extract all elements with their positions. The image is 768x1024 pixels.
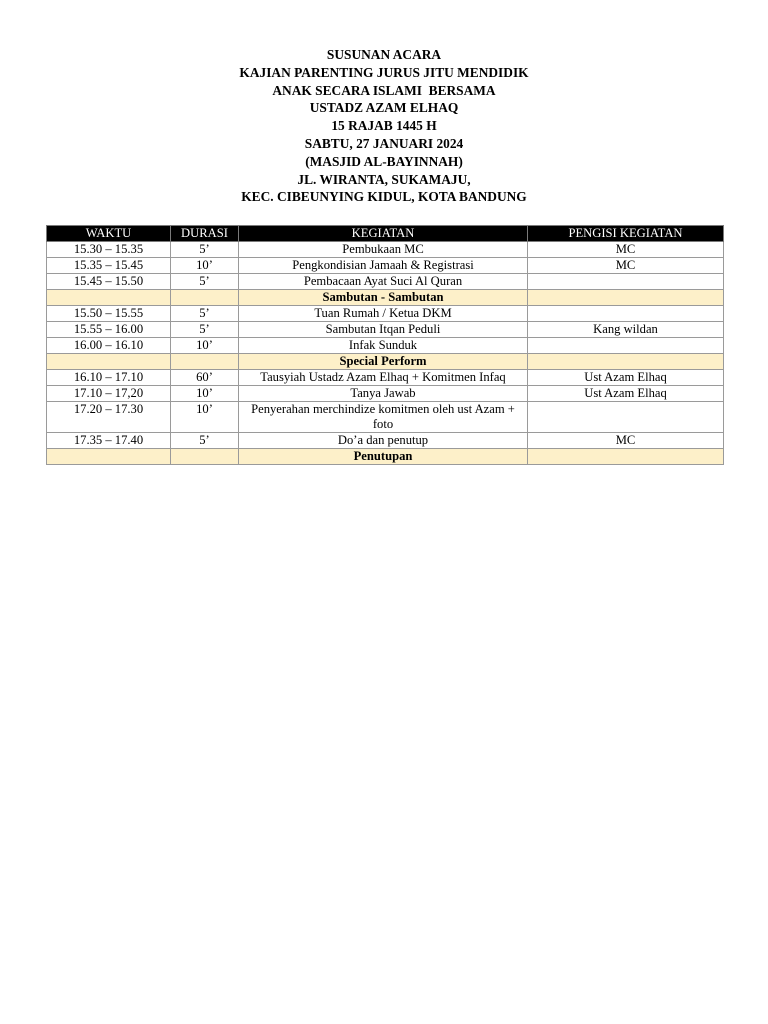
- cell-durasi: 5’: [171, 242, 239, 258]
- column-header-kegiatan: KEGIATAN: [239, 226, 528, 242]
- cell-pengisi: MC: [528, 242, 724, 258]
- cell-durasi: 10’: [171, 338, 239, 354]
- cell-durasi: 5’: [171, 306, 239, 322]
- table-row: [47, 402, 724, 433]
- cell-empty: [47, 449, 171, 465]
- cell-kegiatan: Sambutan Itqan Peduli: [239, 322, 528, 338]
- table-row: [47, 258, 724, 274]
- cell-kegiatan: Tausyiah Ustadz Azam Elhaq + Komitmen Infaq: [239, 370, 528, 386]
- section-label: Special Perform: [239, 354, 528, 370]
- table-row: [47, 274, 724, 290]
- cell-empty: [47, 354, 171, 370]
- schedule-table: [46, 225, 724, 465]
- cell-pengisi: [528, 402, 724, 433]
- cell-pengisi: MC: [528, 258, 724, 274]
- cell-kegiatan: Pembukaan MC: [239, 242, 528, 258]
- table-row: [47, 242, 724, 258]
- cell-kegiatan: Pengkondisian Jamaah & Registrasi: [239, 258, 528, 274]
- cell-empty: [171, 449, 239, 465]
- header-line-event-cont: ANAK SECARA ISLAMI BERSAMA: [272, 82, 496, 98]
- column-header-waktu: WAKTU: [47, 226, 171, 242]
- cell-pengisi: MC: [528, 433, 724, 449]
- header-line-street: JL. WIRANTA, SUKAMAJU,: [297, 171, 471, 187]
- cell-waktu: 15.50 – 15.55: [47, 306, 171, 322]
- header-line-venue: (MASJID AL-BAYINNAH): [305, 153, 463, 169]
- cell-waktu: 15.35 – 15.45: [47, 258, 171, 274]
- cell-pengisi: [528, 274, 724, 290]
- cell-waktu: 15.45 – 15.50: [47, 274, 171, 290]
- cell-durasi: 5’: [171, 433, 239, 449]
- cell-waktu: 15.55 – 16.00: [47, 322, 171, 338]
- cell-waktu: 17.10 – 17,20: [47, 386, 171, 402]
- cell-pengisi: Ust Azam Elhaq: [528, 370, 724, 386]
- header-line-district: KEC. CIBEUNYING KIDUL, KOTA BANDUNG: [241, 189, 527, 205]
- cell-waktu: 15.30 – 15.35: [47, 242, 171, 258]
- section-label: Sambutan - Sambutan: [239, 290, 528, 306]
- table-row: [47, 433, 724, 449]
- table-row: [47, 322, 724, 338]
- cell-empty: [171, 290, 239, 306]
- cell-kegiatan: Tanya Jawab: [239, 386, 528, 402]
- cell-kegiatan: Pembacaan Ayat Suci Al Quran: [239, 274, 528, 290]
- cell-kegiatan: Penyerahan merchindize komitmen oleh ust Azam + foto: [239, 402, 528, 433]
- section-row: [47, 290, 724, 306]
- cell-waktu: 17.20 – 17.30: [47, 402, 171, 433]
- table-row: [47, 370, 724, 386]
- header-line-date: SABTU, 27 JANUARI 2024: [304, 135, 464, 151]
- cell-empty: [528, 290, 724, 306]
- cell-waktu: 16.10 – 17.10: [47, 370, 171, 386]
- header-line-title: SUSUNAN ACARA: [326, 47, 442, 62]
- header-line-event: KAJIAN PARENTING JURUS JITU MENDIDIK: [239, 64, 529, 80]
- cell-empty: [171, 354, 239, 370]
- cell-pengisi: [528, 306, 724, 322]
- cell-empty: [528, 449, 724, 465]
- cell-kegiatan: Tuan Rumah / Ketua DKM: [239, 306, 528, 322]
- cell-durasi: 10’: [171, 258, 239, 274]
- cell-empty: [528, 354, 724, 370]
- header-line-speaker: USTADZ AZAM ELHAQ: [309, 100, 459, 116]
- section-row: [47, 449, 724, 465]
- table-header-row: [47, 226, 724, 242]
- cell-kegiatan: Do’a dan penutup: [239, 433, 528, 449]
- cell-durasi: 60’: [171, 370, 239, 386]
- cell-pengisi: [528, 338, 724, 354]
- cell-pengisi: Kang wildan: [528, 322, 724, 338]
- section-row: [47, 354, 724, 370]
- column-header-pengisi: PENGISI KEGIATAN: [528, 226, 724, 242]
- document-header: [0, 46, 768, 206]
- header-line-hijri-date: 15 RAJAB 1445 H: [331, 118, 437, 134]
- table-row: [47, 338, 724, 354]
- section-label: Penutupan: [239, 449, 528, 465]
- cell-waktu: 17.35 – 17.40: [47, 433, 171, 449]
- cell-durasi: 10’: [171, 402, 239, 433]
- cell-durasi: 5’: [171, 274, 239, 290]
- cell-waktu: 16.00 – 16.10: [47, 338, 171, 354]
- table-row: [47, 386, 724, 402]
- cell-kegiatan: Infak Sunduk: [239, 338, 528, 354]
- table-row: [47, 306, 724, 322]
- cell-durasi: 5’: [171, 322, 239, 338]
- cell-pengisi: Ust Azam Elhaq: [528, 386, 724, 402]
- cell-empty: [47, 290, 171, 306]
- column-header-durasi: DURASI: [171, 226, 239, 242]
- cell-durasi: 10’: [171, 386, 239, 402]
